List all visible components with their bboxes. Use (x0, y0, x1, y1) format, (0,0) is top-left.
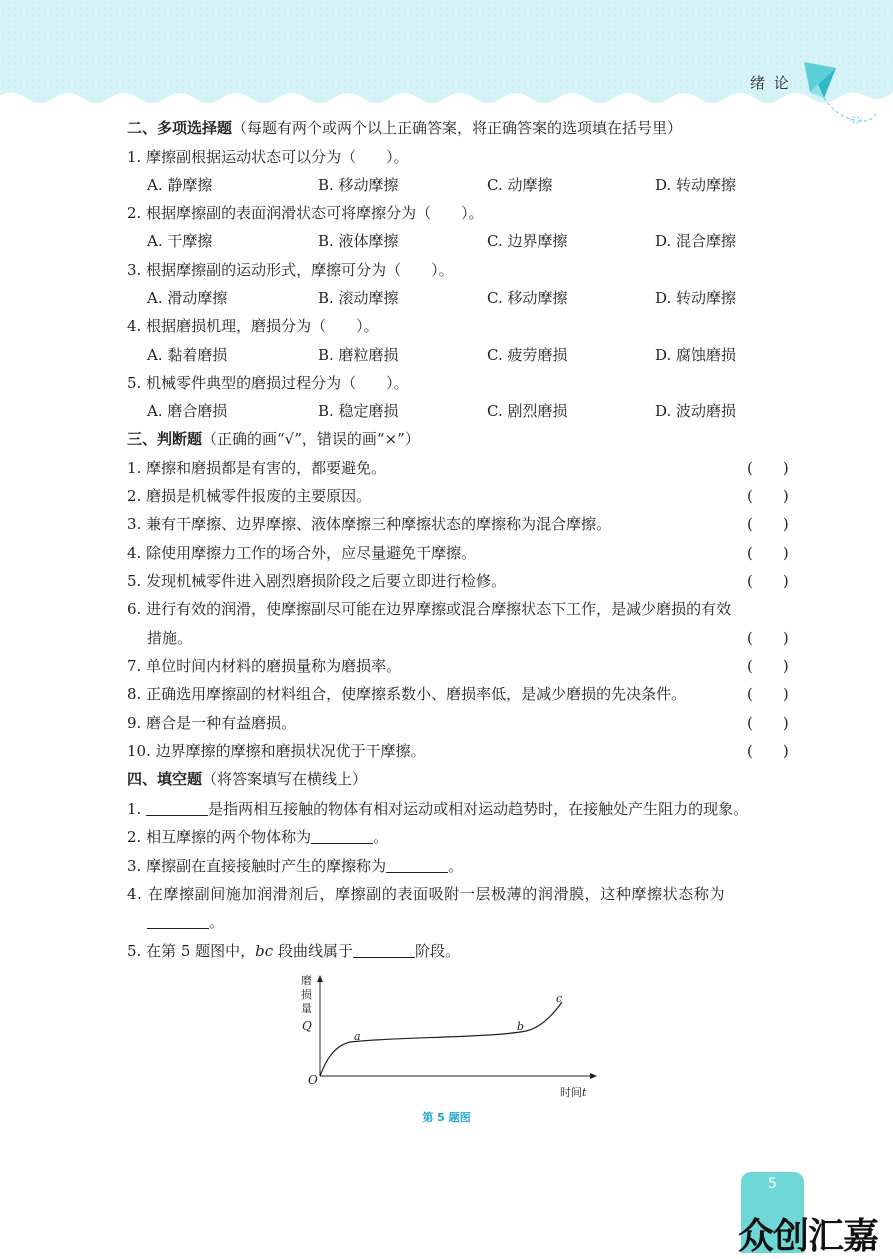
tf-answer-bracket[interactable]: ( ) (747, 629, 789, 647)
point-a-label: a (354, 1030, 361, 1043)
mc-option: D. 转动摩擦 (655, 176, 737, 194)
fill-blank[interactable] (147, 914, 209, 929)
fill-question-3 (127, 856, 463, 876)
x-axis-label (560, 1085, 587, 1099)
section-4-title: 四、填空题 (127, 770, 203, 788)
x-label-text: 时间 (560, 1086, 582, 1099)
period: 。 (209, 913, 225, 931)
tf-answer-bracket[interactable]: ( ) (747, 742, 789, 760)
tf-answer-bracket[interactable]: ( ) (747, 685, 789, 703)
mc-option: D. 腐蚀磨损 (655, 346, 737, 364)
mc-option: B. 滚动摩擦 (318, 289, 399, 307)
tf-item: 6. 进行有效的润滑，使摩擦副尽可能在边界摩擦或混合摩擦状态下工作，是减少磨损的有效 (127, 600, 732, 618)
y-label-char: 磨 (301, 974, 312, 987)
tf-answer-bracket[interactable]: ( ) (747, 487, 789, 505)
section-3-title: 三、判断题 (127, 430, 203, 448)
mc-question-1: 1. 摩擦副根据运动状态可以分为（ ）。 (127, 148, 409, 166)
tf-answer-bracket[interactable]: ( ) (747, 572, 789, 590)
tf-item: 5. 发现机械零件进入剧烈磨损阶段之后要立即进行检修。 (127, 572, 507, 590)
mc-option: C. 边界摩擦 (487, 232, 568, 250)
mc-question-2: 2. 根据摩擦副的表面润滑状态可将摩擦分为（ ）。 (127, 204, 484, 222)
wear-curve-figure (290, 968, 610, 1103)
tf-answer-bracket[interactable]: ( ) (747, 544, 789, 562)
fill-question-text: 5. 在第 5 题图中， (127, 942, 256, 960)
fill-question-text: 2. 相互摩擦的两个物体称为 (127, 828, 312, 846)
period: 。 (448, 857, 464, 875)
mc-option: D. 转动摩擦 (655, 289, 737, 307)
mc-option: A. 黏着磨损 (147, 346, 228, 364)
tf-answer-bracket[interactable]: ( ) (747, 515, 789, 533)
mc-option: B. 液体摩擦 (318, 232, 399, 250)
fill-blank[interactable] (311, 829, 373, 844)
x-label-var: t (582, 1086, 587, 1099)
tf-answer-bracket[interactable]: ( ) (747, 459, 789, 477)
origin-label: O (308, 1073, 318, 1087)
tf-item: 1. 摩擦和磨损都是有害的，都要避免。 (127, 459, 387, 477)
mc-option: C. 动摩擦 (487, 176, 553, 194)
section-3-note: （正确的画“√”，错误的画“×”） (202, 430, 420, 448)
tf-item: 7. 单位时间内材料的磨损量称为磨损率。 (127, 657, 402, 675)
mc-question-3: 3. 根据摩擦副的运动形式，摩擦可分为（ ）。 (127, 261, 454, 279)
fill-question-text: 3. 摩擦副在直接接触时产生的摩擦称为 (127, 857, 387, 875)
tf-item: 9. 磨合是一种有益磨损。 (127, 714, 297, 732)
section-4-heading (127, 769, 367, 789)
tf-item: 10. 边界摩擦的摩擦和磨损状况优于干摩擦。 (127, 742, 426, 760)
fill-question-4-continuation (147, 912, 224, 932)
tf-item: 4. 除使用摩擦力工作的场合外，应尽量避免干摩擦。 (127, 544, 477, 562)
y-label-char: 量 (301, 1002, 312, 1015)
fill-question-5 (127, 941, 460, 961)
chapter-title: 绪 论 (750, 74, 791, 92)
figure-caption: 第 5 题图 (422, 1111, 471, 1124)
fill-blank[interactable] (353, 943, 415, 958)
mc-option: B. 稳定磨损 (318, 402, 399, 420)
mc-option: C. 疲劳磨损 (487, 346, 568, 364)
curve-segment-label: bc (255, 942, 274, 960)
fill-question-text: 是指两相互接触的物体有相对运动或相对运动趋势时，在接触处产生阻力的现象。 (208, 800, 749, 818)
mc-option: D. 混合摩擦 (655, 232, 737, 250)
mc-question-5: 5. 机械零件典型的磨损过程分为（ ）。 (127, 374, 409, 392)
tf-item-continuation: 措施。 (147, 629, 193, 647)
fill-question-text: 阶段。 (414, 942, 460, 960)
fill-question-4 (127, 884, 725, 904)
mc-option: A. 磨合磨损 (147, 402, 228, 420)
fill-question-text: 4. 在摩擦副间施加润滑剂后，摩擦副的表面吸附一层极薄的润滑膜，这种摩擦状态称为 (127, 885, 726, 903)
mc-option: B. 磨粒磨损 (318, 346, 399, 364)
fill-question-2 (127, 827, 388, 847)
page-number: 5 (768, 1176, 777, 1192)
section-2-heading (127, 118, 682, 138)
tf-answer-bracket[interactable]: ( ) (747, 657, 789, 675)
paper-plane-icon (796, 54, 892, 134)
point-b-label: b (517, 1020, 525, 1033)
fill-question-number: 1. (127, 800, 142, 818)
section-4-note: （将答案填写在横线上） (202, 770, 368, 788)
section-2-title: 二、多项选择题 (127, 119, 233, 137)
tf-answer-bracket[interactable]: ( ) (747, 714, 789, 732)
section-2-note: （每题有两个或两个以上正确答案，将正确答案的选项填在括号里） (232, 119, 683, 137)
mc-option: A. 静摩擦 (147, 176, 213, 194)
mc-option: A. 滑动摩擦 (147, 289, 228, 307)
mc-option: A. 干摩擦 (147, 232, 213, 250)
tf-item: 2. 磨损是机械零件报废的主要原因。 (127, 487, 372, 505)
mc-option: C. 移动摩擦 (487, 289, 568, 307)
fill-blank[interactable] (386, 858, 448, 873)
fill-blank[interactable] (146, 801, 208, 816)
point-c-label: c (556, 992, 563, 1005)
mc-option: D. 波动磨损 (655, 402, 737, 420)
period: 。 (373, 828, 389, 846)
section-3-heading (127, 429, 420, 449)
watermark-logo: 众创汇嘉 (738, 1216, 879, 1257)
tf-item: 3. 兼有干摩擦、边界摩擦、液体摩擦三种摩擦状态的摩擦称为混合摩擦。 (127, 515, 612, 533)
y-label-char: 损 (301, 988, 312, 1001)
tf-item: 8. 正确选用摩擦副的材料组合，使摩擦系数小、磨损率低，是减少磨损的先决条件。 (127, 685, 687, 703)
y-label-var: Q (302, 1019, 312, 1033)
fill-question-text: 段曲线属于 (273, 942, 353, 960)
mc-option: C. 剧烈磨损 (487, 402, 568, 420)
mc-option: B. 移动摩擦 (318, 176, 399, 194)
header-band (0, 0, 893, 112)
mc-question-4: 4. 根据磨损机理，磨损分为（ ）。 (127, 317, 379, 335)
fill-question-1 (127, 799, 748, 819)
